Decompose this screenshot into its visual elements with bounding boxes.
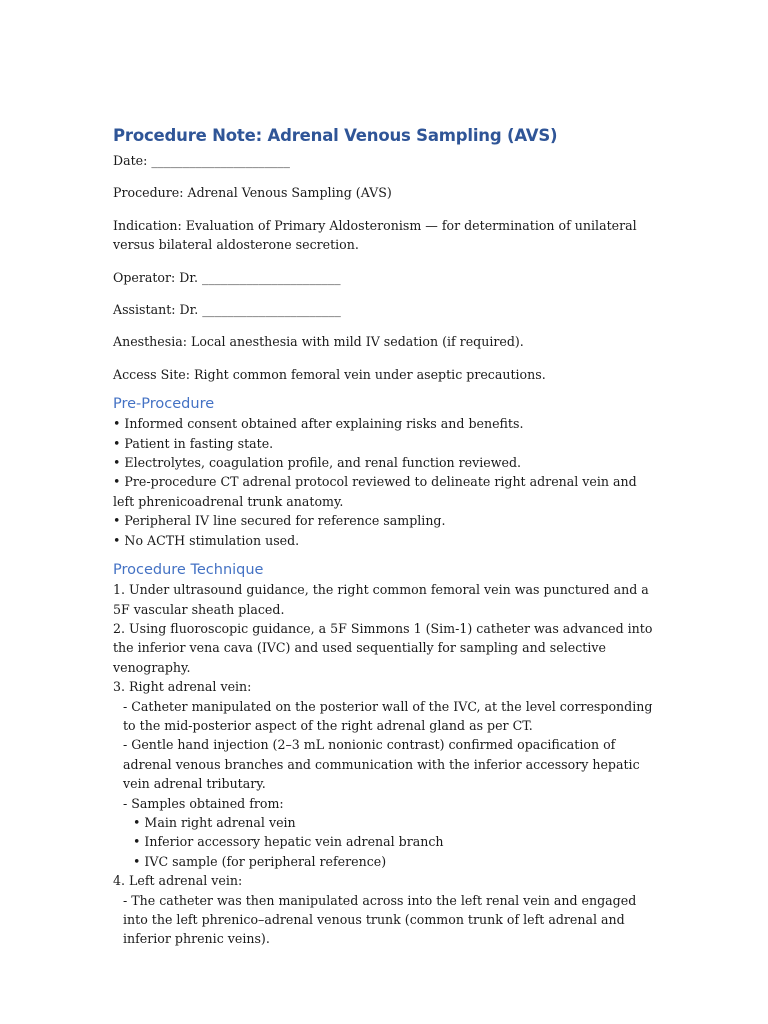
technique-step-1: 1. Under ultrasound guidance, the right common femoral vein was punctured and a 5F vascular sheath placed. — [113, 582, 649, 617]
technique-step-3-detail: - Catheter manipulated on the posterior wall of the IVC, at the level corresponding to the mid-posterior aspect of the right adrenal gland as per CT. — [123, 698, 653, 733]
pre-procedure-heading: Pre-Procedure — [113, 396, 215, 413]
list-item: • Electrolytes, coagulation profile, and renal function reviewed. — [113, 455, 522, 471]
technique-heading: Procedure Technique — [113, 562, 264, 579]
date-field: Date: ______________________ — [113, 153, 290, 168]
technique-step-3-detail: - Gentle hand injection (2–3 mL nonionic contrast) confirmed opacification of adrenal venous branches and communication with the inferior accessory hepatic vein adrenal tributary. — [123, 737, 640, 792]
indication-line: Indication: Evaluation of Primary Aldosteronism — for determination of unilateral versus bilateral aldosterone secretion. — [113, 217, 637, 253]
sample-item: • IVC sample (for peripheral reference) — [133, 853, 387, 869]
technique-step-4-detail: - The catheter was then manipulated across into the left renal vein and engaged into the left phrenico–adrenal venous trunk (common trunk of left adrenal and inferior phrenic veins). — [123, 892, 637, 947]
list-item: • Peripheral IV line secured for reference sampling. — [113, 513, 446, 529]
technique-step-3-detail: - Samples obtained from: — [123, 795, 284, 811]
sample-item: • Main right adrenal vein — [133, 814, 296, 830]
list-item: • Patient in fasting state. — [113, 435, 274, 451]
technique-step-2: 2. Using fluoroscopic guidance, a 5F Simmons 1 (Sim-1) catheter was advanced into the inferior vena cava (IVC) and used sequentially for sampling and selective venography. — [113, 620, 653, 675]
technique-steps — [113, 580, 653, 949]
sample-item: • Inferior accessory hepatic vein adrenal branch — [133, 834, 444, 850]
document-title: Procedure Note: Adrenal Venous Sampling (AVS) — [113, 126, 558, 145]
procedure-line: Procedure: Adrenal Venous Sampling (AVS) — [113, 185, 392, 201]
pre-procedure-list — [113, 414, 653, 550]
document-body — [113, 125, 653, 949]
list-item: • No ACTH stimulation used. — [113, 532, 300, 548]
assistant-field: Assistant: Dr. ______________________ — [113, 302, 341, 318]
anesthesia-line: Anesthesia: Local anesthesia with mild IV sedation (if required). — [113, 334, 524, 350]
list-item: • Informed consent obtained after explaining risks and benefits. — [113, 416, 524, 432]
list-item: • Pre-procedure CT adrenal protocol reviewed to delineate right adrenal vein and left phrenicoadrenal trunk anatomy. — [113, 474, 637, 509]
operator-field: Operator: Dr. ______________________ — [113, 269, 341, 285]
technique-step-4: 4. Left adrenal vein: — [113, 873, 243, 889]
access-site-line: Access Site: Right common femoral vein under aseptic precautions. — [113, 366, 546, 382]
technique-step-3: 3. Right adrenal vein: — [113, 679, 252, 695]
